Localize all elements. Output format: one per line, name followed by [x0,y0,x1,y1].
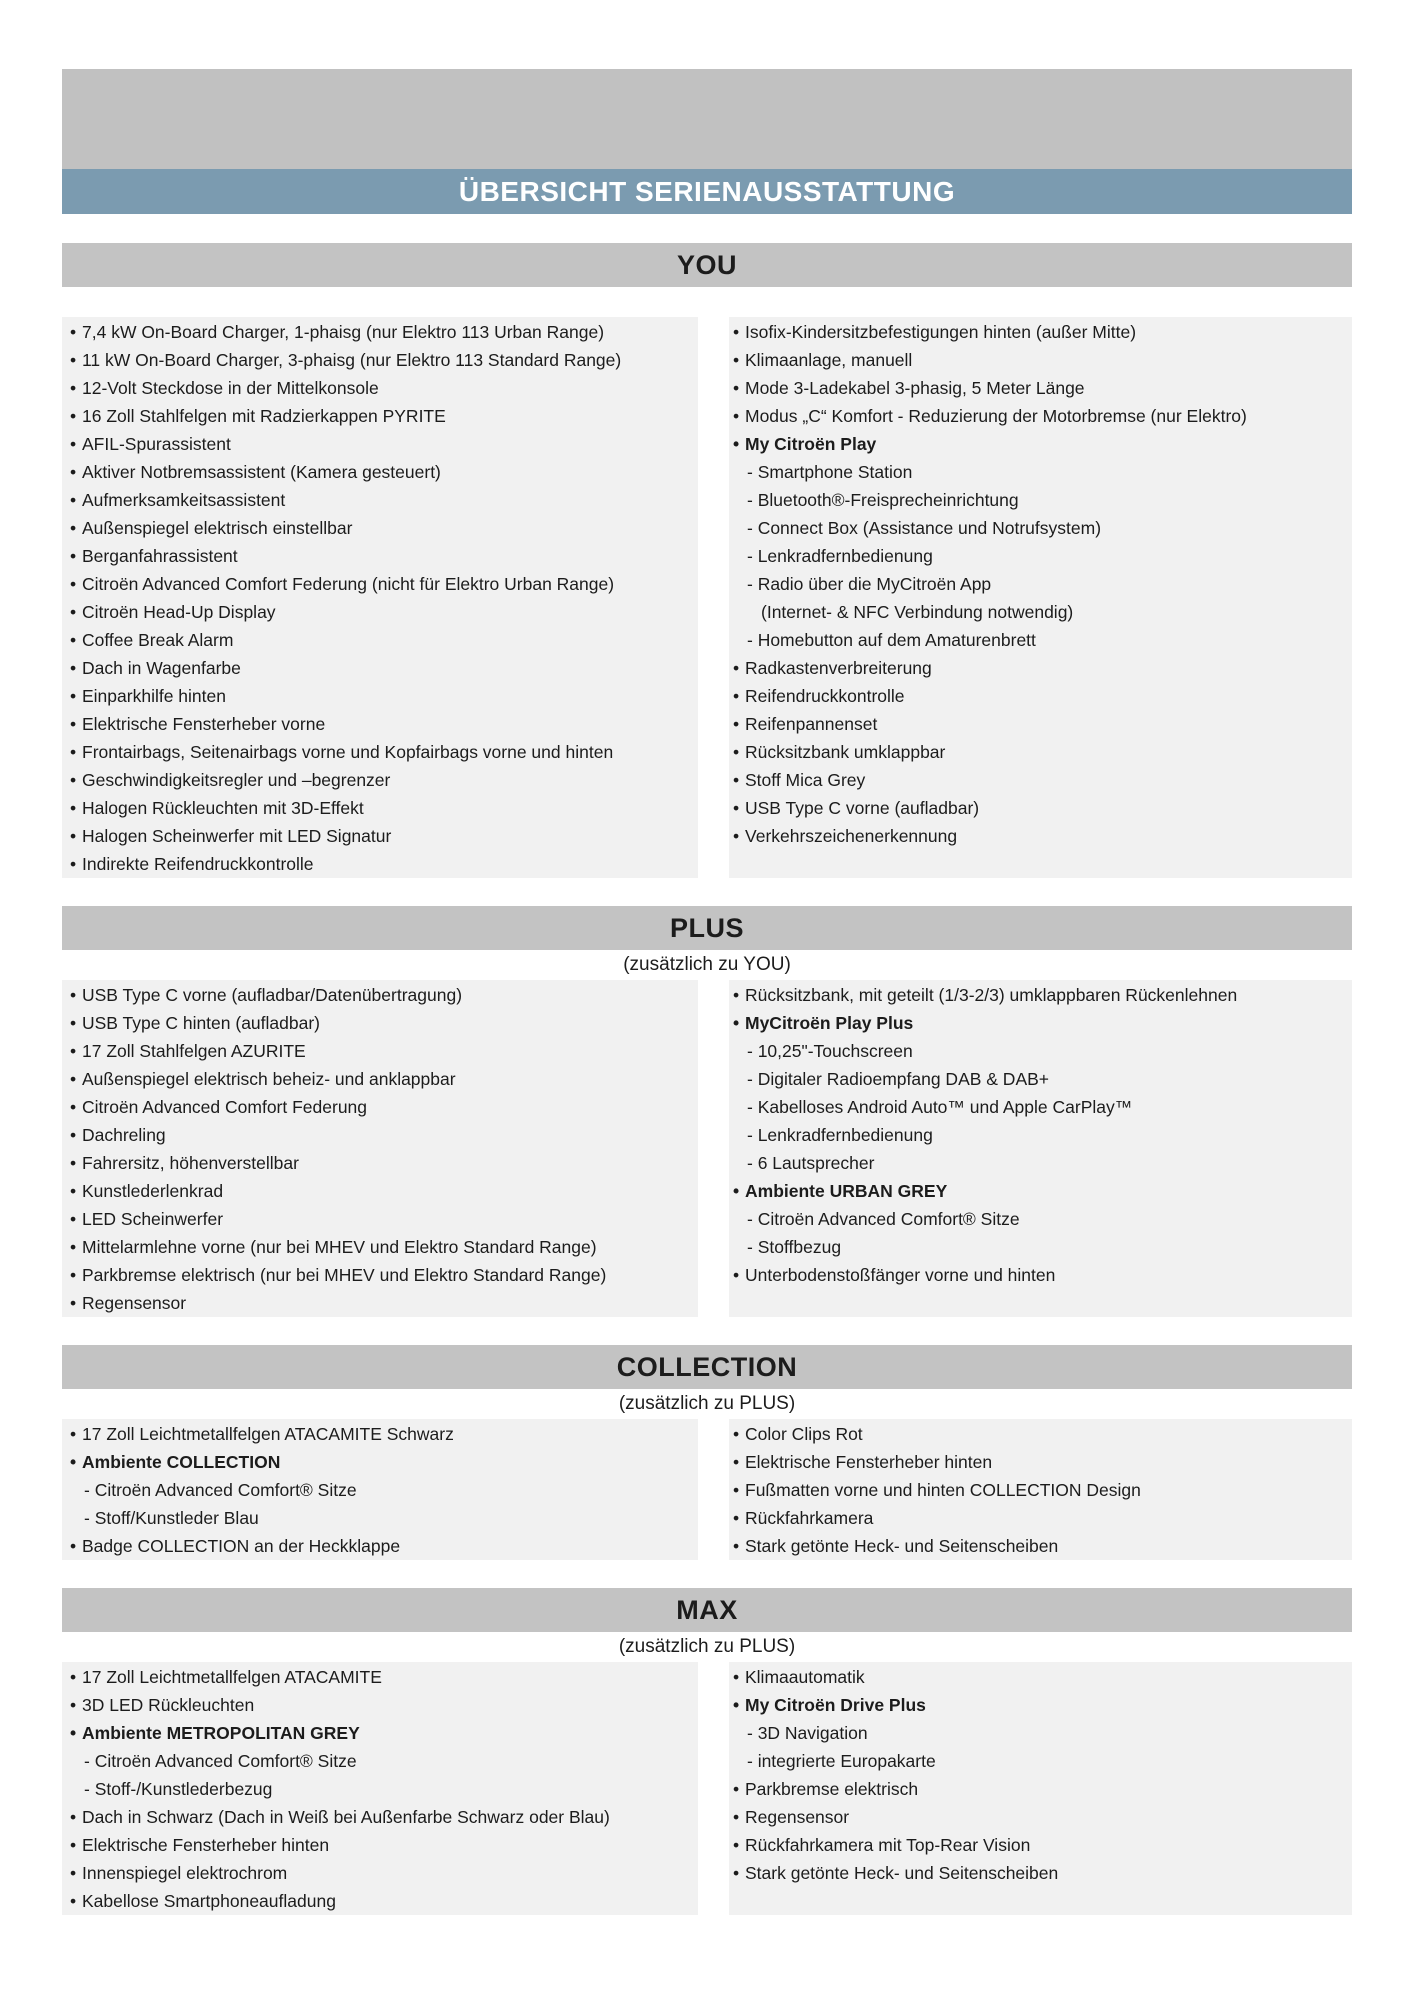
feature-item [70,1065,690,1093]
feature-text: 17 Zoll Leichtmetallfelgen ATACAMITE Schwarz [82,1424,454,1444]
section-subtitle [62,287,1352,317]
bullet-icon: • [70,1041,77,1061]
feature-item [733,1747,1344,1775]
bullet-icon: • [733,742,740,762]
bullet-icon: • [70,1723,77,1743]
feature-text: 11 kW On-Board Charger, 3-phaisg (nur Elektro 113 Standard Range) [82,350,622,370]
feature-text: USB Type C vorne (aufladbar/Datenübertragung) [82,985,463,1005]
feature-text: Innenspiegel elektrochrom [82,1863,288,1883]
feature-text: Unterbodenstoßfänger vorne und hinten [745,1265,1056,1285]
bullet-icon: • [733,1863,740,1883]
feature-item [733,1149,1344,1177]
bullet-icon: • [733,985,740,1005]
feature-item [733,1121,1344,1149]
bullet-icon: • [733,1835,740,1855]
section-heading: COLLECTION [62,1345,1352,1389]
feature-item [70,1747,690,1775]
feature-item [70,654,690,682]
feature-text: Fußmatten vorne und hinten COLLECTION Design [745,1480,1141,1500]
bullet-icon: • [70,406,77,426]
bullet-icon: • [733,1807,740,1827]
feature-item [70,1121,690,1149]
feature-text: USB Type C vorne (aufladbar) [745,798,980,818]
bullet-icon: • [70,1807,77,1827]
feature-item [70,1719,690,1747]
feature-text: Ambiente URBAN GREY [745,1181,948,1201]
feature-item [70,1859,690,1887]
feature-item [733,1719,1344,1747]
feature-text: - integrierte Europakarte [747,1751,936,1771]
page-title: ÜBERSICHT SERIENAUSSTATTUNG [62,169,1352,214]
bullet-icon: • [70,714,77,734]
feature-item [70,1177,690,1205]
feature-text: Aktiver Notbremsassistent (Kamera gesteuert) [82,462,441,482]
feature-text: - Lenkradfernbedienung [747,546,933,566]
feature-text: Mittelarmlehne vorne (nur bei MHEV und Elektro Standard Range) [82,1237,597,1257]
feature-item [733,682,1344,710]
bullet-icon: • [733,798,740,818]
feature-item [70,542,690,570]
feature-item [70,1663,690,1691]
bullet-icon: • [70,1237,77,1257]
bullet-icon: • [70,854,77,874]
feature-item [733,542,1344,570]
feature-text: Citroën Head-Up Display [82,602,276,622]
right-column [729,317,1352,878]
feature-item [70,1149,690,1177]
feature-text: 17 Zoll Stahlfelgen AZURITE [82,1041,306,1061]
feature-item [70,514,690,542]
bullet-icon: • [733,350,740,370]
feature-item [70,1289,690,1317]
feature-text: My Citroën Play [745,434,877,454]
feature-text: Dach in Wagenfarbe [82,658,241,678]
feature-text: - 3D Navigation [747,1723,868,1743]
feature-text: Coffee Break Alarm [82,630,234,650]
feature-item [733,402,1344,430]
bullet-icon: • [70,1536,77,1556]
feature-item [733,514,1344,542]
bullet-icon: • [70,602,77,622]
bullet-icon: • [70,1069,77,1089]
feature-item [70,626,690,654]
left-column [62,980,698,1317]
feature-text: Elektrische Fensterheber hinten [82,1835,330,1855]
feature-item [70,1261,690,1289]
feature-item [733,1775,1344,1803]
feature-item [70,1691,690,1719]
feature-item [733,1037,1344,1065]
left-column [62,317,698,878]
feature-item [733,822,1344,850]
feature-item [70,1504,690,1532]
feature-item [733,1233,1344,1261]
feature-text: Einparkhilfe hinten [82,686,226,706]
feature-text: - Smartphone Station [747,462,913,482]
bullet-icon: • [70,1424,77,1444]
feature-text: - Connect Box (Assistance und Notrufsystem) [747,518,1102,538]
right-column [729,1662,1352,1915]
feature-text: Klimaanlage, manuell [745,350,913,370]
feature-item [733,430,1344,458]
feature-text: Außenspiegel elektrisch beheiz- und anklappbar [82,1069,456,1089]
right-column [729,980,1352,1317]
feature-text: Geschwindigkeitsregler und –begrenzer [82,770,391,790]
feature-text: Ambiente COLLECTION [82,1452,281,1472]
bullet-icon: • [733,378,740,398]
feature-item [733,1009,1344,1037]
section-collection [62,1345,1352,1560]
bullet-icon: • [70,434,77,454]
bullet-icon: • [70,350,77,370]
bullet-icon: • [70,546,77,566]
feature-item [70,570,690,598]
left-column [62,1419,698,1560]
feature-item [733,1448,1344,1476]
feature-text: Außenspiegel elektrisch einstellbar [82,518,353,538]
bullet-icon: • [733,1424,740,1444]
feature-text: Frontairbags, Seitenairbags vorne und Kopfairbags vorne und hinten [82,742,614,762]
feature-text: Radkastenverbreiterung [745,658,932,678]
bullet-icon: • [70,518,77,538]
bullet-icon: • [70,1265,77,1285]
bullet-icon: • [733,1013,740,1033]
feature-item [70,1532,690,1560]
feature-item [733,346,1344,374]
feature-item [733,766,1344,794]
bullet-icon: • [70,1125,77,1145]
feature-text: (Internet- & NFC Verbindung notwendig) [761,602,1074,622]
feature-text: Rücksitzbank, mit geteilt (1/3-2/3) umklappbaren Rückenlehnen [745,985,1238,1005]
feature-item [733,1476,1344,1504]
feature-item [70,1420,690,1448]
bullet-icon: • [733,1265,740,1285]
feature-text: Rücksitzbank umklappbar [745,742,946,762]
bullet-icon: • [733,686,740,706]
feature-text: Stark getönte Heck- und Seitenscheiben [745,1863,1059,1883]
feature-text: Elektrische Fensterheber vorne [82,714,326,734]
feature-item [70,822,690,850]
feature-item [70,402,690,430]
bullet-icon: • [733,1181,740,1201]
feature-item [733,1831,1344,1859]
feature-text: Halogen Scheinwerfer mit LED Signatur [82,826,392,846]
feature-text: Reifendruckkontrolle [745,686,905,706]
section-plus [62,906,1352,1317]
feature-text: MyCitroën Play Plus [745,1013,914,1033]
bullet-icon: • [733,434,740,454]
section-you [62,243,1352,878]
bullet-icon: • [733,1695,740,1715]
feature-text: Isofix-Kindersitzbefestigungen hinten (außer Mitte) [745,322,1137,342]
bullet-icon: • [70,742,77,762]
feature-text: USB Type C hinten (aufladbar) [82,1013,321,1033]
feature-item [733,738,1344,766]
feature-text: - Citroën Advanced Comfort® Sitze [84,1751,357,1771]
feature-text: Rückfahrkamera [745,1508,874,1528]
feature-item [70,766,690,794]
feature-text: Stark getönte Heck- und Seitenscheiben [745,1536,1059,1556]
feature-item [70,1233,690,1261]
feature-text: Ambiente METROPOLITAN GREY [82,1723,360,1743]
feature-text: - Radio über die MyCitroën App [747,574,992,594]
feature-item [70,794,690,822]
bullet-icon: • [70,985,77,1005]
feature-item [70,1448,690,1476]
feature-item [70,430,690,458]
feature-item [70,738,690,766]
feature-item [733,1691,1344,1719]
bullet-icon: • [70,1452,77,1472]
feature-text: Dachreling [82,1125,166,1145]
feature-text: 12-Volt Steckdose in der Mittelkonsole [82,378,379,398]
feature-item [733,318,1344,346]
feature-text: Dach in Schwarz (Dach in Weiß bei Außenfarbe Schwarz oder Blau) [82,1807,610,1827]
feature-text: - Bluetooth®-Freisprecheinrichtung [747,490,1019,510]
feature-item [70,374,690,402]
bullet-icon: • [70,1153,77,1173]
feature-text: - Stoff-/Kunstlederbezug [84,1779,273,1799]
feature-item [733,1261,1344,1289]
bullet-icon: • [70,490,77,510]
feature-text: Modus „C“ Komfort - Reduzierung der Motorbremse (nur Elektro) [745,406,1247,426]
feature-text: 7,4 kW On-Board Charger, 1-phaisg (nur Elektro 113 Urban Range) [82,322,605,342]
feature-text: Reifenpannenset [745,714,878,734]
feature-item [733,374,1344,402]
feature-item [70,1009,690,1037]
feature-text: My Citroën Drive Plus [745,1695,926,1715]
section-max [62,1588,1352,1915]
feature-text: 17 Zoll Leichtmetallfelgen ATACAMITE [82,1667,382,1687]
feature-item [733,1177,1344,1205]
feature-item [70,1093,690,1121]
feature-item [70,598,690,626]
bullet-icon: • [733,1452,740,1472]
feature-text: Verkehrszeichenerkennung [745,826,958,846]
bullet-icon: • [70,798,77,818]
bullet-icon: • [733,406,740,426]
feature-item [70,458,690,486]
feature-text: Kunstlederlenkrad [82,1181,224,1201]
feature-item [70,1887,690,1915]
feature-item [70,981,690,1009]
feature-text: Badge COLLECTION an der Heckklappe [82,1536,401,1556]
feature-item [70,1775,690,1803]
feature-text: Citroën Advanced Comfort Federung (nicht für Elektro Urban Range) [82,574,615,594]
feature-text: Indirekte Reifendruckkontrolle [82,854,314,874]
feature-text: Halogen Rückleuchten mit 3D-Effekt [82,798,364,818]
feature-text: - Citroën Advanced Comfort® Sitze [84,1480,357,1500]
feature-text: - Homebutton auf dem Amaturenbrett [747,630,1036,650]
bullet-icon: • [733,1667,740,1687]
feature-item [70,1803,690,1831]
feature-item [733,654,1344,682]
feature-text: Stoff Mica Grey [745,770,866,790]
section-subtitle: (zusätzlich zu PLUS) [618,1393,796,1414]
bullet-icon: • [70,574,77,594]
right-column [729,1419,1352,1560]
feature-text: Regensensor [82,1293,187,1313]
bullet-icon: • [70,1695,77,1715]
feature-text: - Stoffbezug [747,1237,842,1257]
feature-item [733,1504,1344,1532]
left-column [62,1662,698,1915]
feature-text: Regensensor [745,1807,850,1827]
bullet-icon: • [70,770,77,790]
bullet-icon: • [733,714,740,734]
section-heading: PLUS [62,906,1352,950]
bullet-icon: • [70,1097,77,1117]
feature-text: - Lenkradfernbedienung [747,1125,933,1145]
bullet-icon: • [70,1891,77,1911]
feature-text: Elektrische Fensterheber hinten [745,1452,993,1472]
feature-item [70,346,690,374]
bullet-icon: • [733,322,740,342]
feature-text: Kabellose Smartphoneaufladung [82,1891,336,1911]
feature-text: Fahrersitz, höhenverstellbar [82,1153,299,1173]
feature-text: Aufmerksamkeitsassistent [82,490,286,510]
feature-item [733,598,1344,626]
feature-text: Rückfahrkamera mit Top-Rear Vision [745,1835,1031,1855]
bullet-icon: • [70,1013,77,1033]
bullet-icon: • [70,322,77,342]
section-heading: MAX [62,1588,1352,1632]
feature-item [70,682,690,710]
bullet-icon: • [70,1863,77,1883]
feature-text: - Kabelloses Android Auto™ und Apple CarPlay™ [747,1097,1133,1117]
bullet-icon: • [70,1667,77,1687]
feature-item [733,1859,1344,1887]
feature-item [733,458,1344,486]
section-subtitle: (zusätzlich zu YOU) [623,954,791,975]
header-grey-band [62,69,1352,169]
feature-item [70,318,690,346]
feature-item [733,794,1344,822]
feature-text: - Digitaler Radioempfang DAB & DAB+ [747,1069,1050,1089]
feature-text: - Stoff/Kunstleder Blau [84,1508,259,1528]
feature-text: AFIL-Spurassistent [82,434,231,454]
feature-text: - 10,25"-Touchscreen [747,1041,913,1061]
feature-item [70,1205,690,1233]
feature-item [733,1663,1344,1691]
feature-item [733,1420,1344,1448]
feature-text: - 6 Lautsprecher [747,1153,875,1173]
feature-text: - Citroën Advanced Comfort® Sitze [747,1209,1020,1229]
feature-item [70,486,690,514]
feature-item [733,1803,1344,1831]
feature-item [733,1532,1344,1560]
feature-item [733,1093,1344,1121]
feature-item [70,1476,690,1504]
feature-text: LED Scheinwerfer [82,1209,224,1229]
bullet-icon: • [70,826,77,846]
bullet-icon: • [70,462,77,482]
bullet-icon: • [733,1536,740,1556]
feature-text: Parkbremse elektrisch (nur bei MHEV und Elektro Standard Range) [82,1265,607,1285]
section-subtitle: (zusätzlich zu PLUS) [618,1636,796,1657]
bullet-icon: • [733,1480,740,1500]
feature-text: Color Clips Rot [745,1424,863,1444]
feature-text: 3D LED Rückleuchten [82,1695,255,1715]
bullet-icon: • [70,658,77,678]
feature-text: Citroën Advanced Comfort Federung [82,1097,368,1117]
feature-item [70,1831,690,1859]
feature-item [733,981,1344,1009]
bullet-icon: • [70,686,77,706]
feature-item [733,710,1344,738]
feature-text: 16 Zoll Stahlfelgen mit Radzierkappen PYRITE [82,406,446,426]
feature-item [733,570,1344,598]
feature-item [733,1065,1344,1093]
feature-text: Berganfahrassistent [82,546,238,566]
feature-text: Klimaautomatik [745,1667,865,1687]
bullet-icon: • [733,770,740,790]
bullet-icon: • [70,1835,77,1855]
feature-text: Mode 3-Ladekabel 3-phasig, 5 Meter Länge [745,378,1085,398]
feature-item [70,850,690,878]
bullet-icon: • [733,658,740,678]
bullet-icon: • [70,630,77,650]
bullet-icon: • [70,378,77,398]
bullet-icon: • [733,1779,740,1799]
bullet-icon: • [70,1181,77,1201]
feature-text: Parkbremse elektrisch [745,1779,919,1799]
bullet-icon: • [70,1209,77,1229]
feature-item [733,626,1344,654]
bullet-icon: • [733,826,740,846]
feature-item [70,710,690,738]
section-heading: YOU [62,243,1352,287]
feature-item [70,1037,690,1065]
bullet-icon: • [70,1293,77,1313]
feature-item [733,1205,1344,1233]
bullet-icon: • [733,1508,740,1528]
feature-item [733,486,1344,514]
